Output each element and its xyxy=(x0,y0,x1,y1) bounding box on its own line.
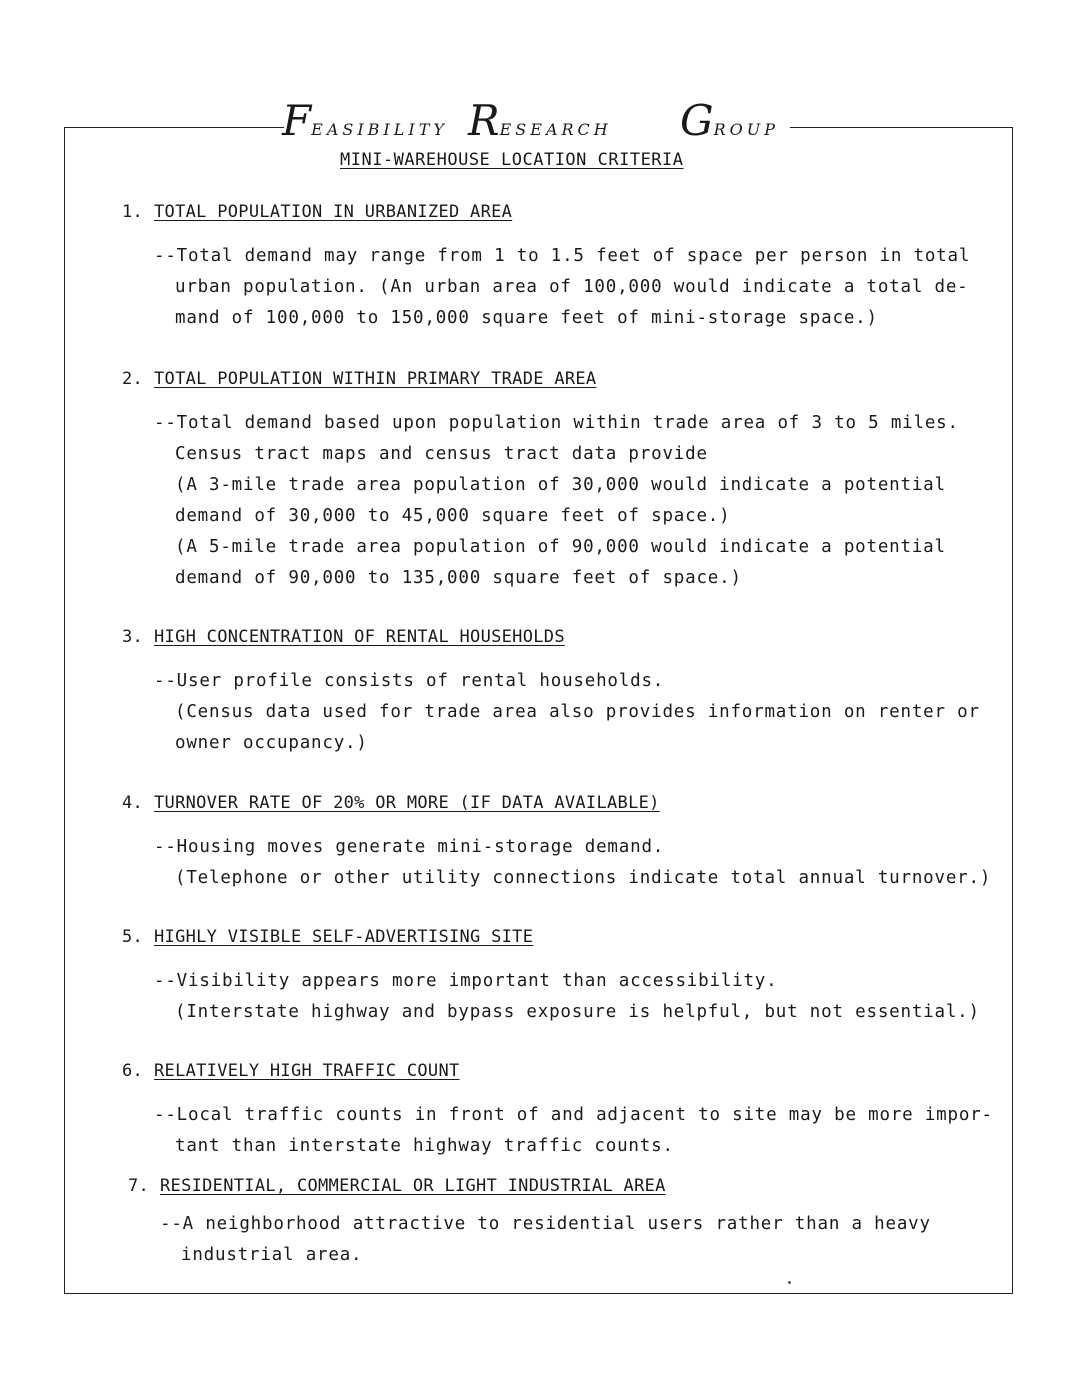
criterion-number: 6. xyxy=(122,1061,144,1081)
body-line: --Total demand may range from 1 to 1.5 feet of space per person in total xyxy=(154,246,971,266)
body-line: owner occupancy.) xyxy=(175,733,368,753)
body-line: Census tract maps and census tract data provide xyxy=(175,444,708,464)
body-line: --Total demand based upon population within trade area of 3 to 5 miles. xyxy=(154,413,959,433)
criterion-title: HIGH CONCENTRATION OF RENTAL HOUSEHOLDS xyxy=(154,627,565,647)
criterion-3 xyxy=(122,627,980,759)
body-line: demand of 90,000 to 135,000 square feet of space.) xyxy=(175,568,742,588)
criterion-title: TURNOVER RATE OF 20% OR MORE (IF DATA AVAILABLE) xyxy=(154,793,660,813)
body-line: (Interstate highway and bypass exposure is helpful, but not essential.) xyxy=(175,1002,980,1022)
criterion-number: 1. xyxy=(122,202,144,222)
criterion-5 xyxy=(122,927,980,1028)
criterion-heading xyxy=(122,627,962,647)
body-line: (Telephone or other utility connections indicate total annual turnover.) xyxy=(175,868,992,888)
document-title: MINI-WAREHOUSE LOCATION CRITERIA xyxy=(340,150,684,170)
body-line: --Visibility appears more important than accessibility. xyxy=(154,971,778,991)
criterion-7 xyxy=(128,1176,968,1271)
criterion-title: RELATIVELY HIGH TRAFFIC COUNT xyxy=(154,1061,460,1081)
criterion-number: 4. xyxy=(122,793,144,813)
criterion-heading xyxy=(122,793,962,813)
criterion-number: 3. xyxy=(122,627,144,647)
body-line: --Housing moves generate mini-storage demand. xyxy=(154,837,665,857)
letterhead-word-feasibility: FEASIBILITY xyxy=(282,96,448,145)
criterion-body xyxy=(154,666,980,759)
criterion-4 xyxy=(122,793,992,894)
criterion-title: TOTAL POPULATION WITHIN PRIMARY TRADE AREA xyxy=(154,369,597,389)
criterion-body xyxy=(154,1100,993,1162)
letterhead-rule-right xyxy=(790,127,1012,128)
criterion-heading xyxy=(122,927,962,947)
body-line: (Census data used for trade area also provides information on renter or xyxy=(175,702,980,722)
criterion-title: HIGHLY VISIBLE SELF-ADVERTISING SITE xyxy=(154,927,534,947)
criterion-2 xyxy=(122,369,962,594)
letterhead-word-research: RESEARCH xyxy=(468,96,612,145)
body-line: --User profile consists of rental households. xyxy=(154,671,665,691)
body-line: urban population. (An urban area of 100,000 would indicate a total de- xyxy=(175,277,969,297)
criterion-body xyxy=(154,408,962,594)
criterion-number: 2. xyxy=(122,369,144,389)
criterion-body xyxy=(160,1209,968,1271)
criterion-body xyxy=(154,966,980,1028)
criterion-heading xyxy=(128,1176,968,1196)
criterion-body xyxy=(154,832,992,894)
criterion-1 xyxy=(122,202,971,334)
criterion-heading xyxy=(122,202,962,222)
body-line: tant than interstate highway traffic counts. xyxy=(175,1136,674,1156)
criterion-6 xyxy=(122,1061,993,1162)
criterion-heading xyxy=(122,369,962,389)
criterion-title: TOTAL POPULATION IN URBANIZED AREA xyxy=(154,202,513,222)
criterion-number: 5. xyxy=(122,927,144,947)
criterion-heading xyxy=(122,1061,962,1081)
letterhead xyxy=(282,96,792,145)
body-line: industrial area. xyxy=(181,1245,363,1265)
scan-speck xyxy=(788,1281,791,1284)
body-line: (A 3-mile trade area population of 30,000 would indicate a potential xyxy=(175,475,946,495)
criterion-number: 7. xyxy=(128,1176,150,1196)
criterion-title: RESIDENTIAL, COMMERCIAL OR LIGHT INDUSTRIAL AREA xyxy=(160,1176,666,1196)
criterion-body xyxy=(154,241,971,334)
body-line: --A neighborhood attractive to residential users rather than a heavy xyxy=(160,1214,931,1234)
body-line: --Local traffic counts in front of and adjacent to site may be more impor- xyxy=(154,1105,993,1125)
letterhead-word-group: GROUP xyxy=(680,96,779,145)
letterhead-rule-left xyxy=(64,127,284,128)
body-line: mand of 100,000 to 150,000 square feet of mini-storage space.) xyxy=(175,308,878,328)
body-line: demand of 30,000 to 45,000 square feet of space.) xyxy=(175,506,731,526)
body-line: (A 5-mile trade area population of 90,000 would indicate a potential xyxy=(175,537,946,557)
